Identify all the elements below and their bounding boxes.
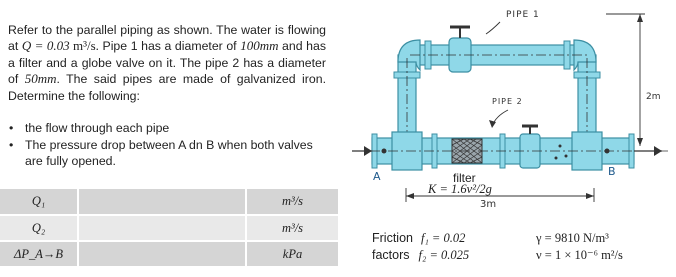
pipe2-label: PIPE 2 [492, 97, 523, 106]
task-text: The pressure drop between A dn B when both valves are fully opened. [25, 138, 313, 168]
answer-cell [78, 241, 246, 267]
problem-statement [8, 22, 326, 104]
symbol-cell: Q₂ [0, 215, 78, 241]
answer-cell [78, 189, 246, 215]
fluid-constants [536, 230, 623, 264]
pipe1-pointer [486, 22, 500, 34]
friction-label-2: factors [372, 248, 410, 262]
dimension-arrow [406, 193, 414, 199]
table-row [0, 215, 338, 241]
symbol-cell: ΔP_A→B [0, 241, 78, 267]
pipe1-rest: and has a filter and a globe valve on it. The pipe 2 has a diameter of [8, 39, 326, 87]
pipe1-diameter: 100mm [240, 38, 279, 54]
answer-cell [78, 215, 246, 241]
point-b-label: B [608, 165, 616, 178]
point-b-marker [605, 149, 610, 154]
filter-label: filter [453, 171, 476, 185]
unit-cell: m³/s [246, 215, 338, 241]
unit-cell: m³/s [246, 189, 338, 215]
bolt [555, 157, 558, 160]
bolt [559, 145, 562, 148]
bolt [565, 155, 568, 158]
table-row [0, 241, 338, 267]
length-label: 3m [480, 199, 497, 210]
friction-factors [372, 230, 469, 264]
height-label: 2m [646, 92, 661, 102]
task-text: the flow through each pipe [25, 121, 170, 135]
pipe1-text: Pipe 1 has a diameter of [98, 39, 241, 54]
friction-label-1: Friction [372, 231, 413, 245]
flow-unit: m³/s. [69, 38, 99, 54]
symbol-cell: Q₁ [0, 189, 78, 215]
answer-table [0, 189, 338, 268]
task-item [8, 137, 326, 169]
flow-arrow-head [654, 146, 662, 156]
table-row [0, 189, 338, 215]
kinematic-viscosity: ν = 1 × 10⁻⁶ m²/s [536, 248, 623, 262]
task-item [8, 120, 326, 136]
piping-diagram [340, 0, 676, 220]
intro-text: Refer to the parallel piping as shown. The water is flowing at [8, 23, 326, 54]
k-formula: K = 1.6v²/2g [428, 182, 492, 196]
dimension-arrow [637, 138, 643, 146]
bullet-icon: • [9, 138, 14, 152]
unit-cell: kPa [246, 241, 338, 267]
point-a-marker [382, 149, 387, 154]
flow-rate: Q = 0.03 [21, 38, 70, 54]
friction-f1: f₁ = 0.02 [420, 231, 466, 245]
pipe1-label: PIPE 1 [506, 10, 540, 20]
dimension-arrow [586, 193, 594, 199]
dimension-arrow [637, 14, 643, 22]
specific-weight: γ = 9810 N/m³ [536, 231, 609, 245]
pipe2-diameter: 50mm [24, 71, 57, 87]
flow-arrow-head [364, 146, 372, 156]
task-list [8, 120, 326, 170]
bullet-icon: • [9, 121, 14, 135]
friction-f2: f₂ = 0.025 [418, 248, 470, 262]
pipe2-rest: . The said pipes are made of galvanized iron. Determine the following: [8, 72, 326, 103]
point-a-label: A [373, 170, 381, 183]
